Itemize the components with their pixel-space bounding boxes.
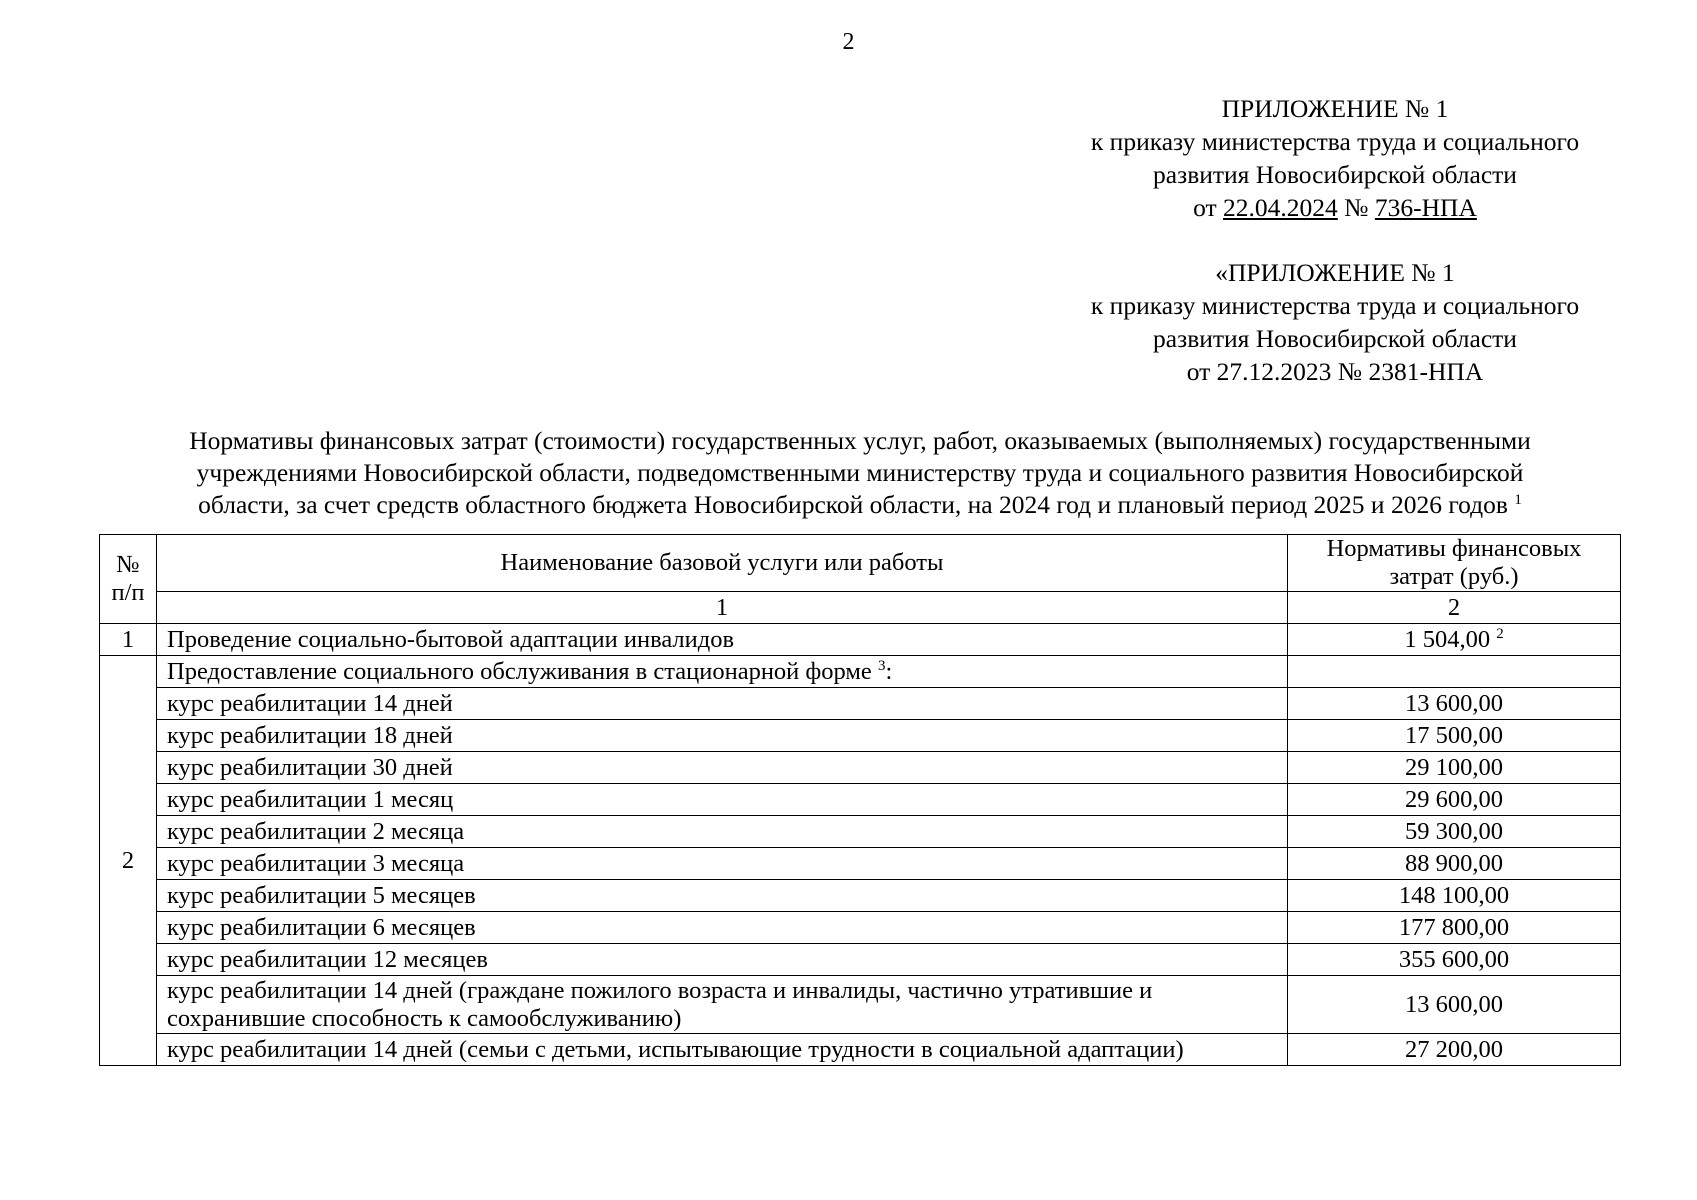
norm-value: 13 600,00 [1288, 688, 1621, 720]
number-sign: № [1344, 193, 1369, 222]
column-number-2: 2 [1288, 592, 1621, 624]
table-row [100, 624, 1621, 656]
table-row [100, 1034, 1621, 1066]
norm-value: 59 300,00 [1288, 816, 1621, 848]
table-row [100, 880, 1621, 912]
service-item-name: курс реабилитации 14 дней (граждане пожилого возраста и инвалиды, частично утратившие и сохранившие способность к самообслуживанию) [157, 976, 1288, 1034]
table-row [100, 848, 1621, 880]
appendix-header-old [1050, 256, 1620, 388]
norm-value: 29 100,00 [1288, 752, 1621, 784]
service-name: Проведение социально-бытовой адаптации инвалидов [157, 624, 1288, 656]
footnote-ref: 3 [877, 657, 886, 674]
appendix-subtitle-line: к приказу министерства труда и социального [1090, 127, 1580, 156]
table-row [100, 912, 1621, 944]
title-line: Нормативы финансовых затрат (стоимости) государственных услуг, работ, оказываемых (выполняемых) государственными [189, 426, 1531, 455]
appendix-subtitle-line: развития Новосибирской области [1153, 324, 1517, 353]
service-item-name: курс реабилитации 18 дней [157, 720, 1288, 752]
norms-table [99, 534, 1621, 1066]
norm-value: 88 900,00 [1288, 848, 1621, 880]
table-row [100, 944, 1621, 976]
norm-value [1288, 656, 1621, 688]
appendix-subtitle-line: к приказу министерства труда и социального [1090, 291, 1580, 320]
title-line: области, за счет средств областного бюджета Новосибирской области, на 2024 год и плановый период 2025 и 2026 годов $^1$ [198, 490, 1522, 519]
appendix-subtitle-line: развития Новосибирской области [1153, 160, 1517, 189]
appendix-date-line: от 27.12.2023 № 2381-НПА [1186, 357, 1484, 386]
appendix-title: «ПРИЛОЖЕНИЕ № 1 [1215, 258, 1455, 287]
table-row [100, 720, 1621, 752]
norm-value: 29 600,00 [1288, 784, 1621, 816]
column-number-1: 1 [157, 592, 1288, 624]
service-item-name: курс реабилитации 3 месяца [157, 848, 1288, 880]
table-row [100, 816, 1621, 848]
appendix-title: ПРИЛОЖЕНИЕ № 1 [1221, 94, 1449, 123]
appendix-header-new [1050, 92, 1620, 224]
norm-value: 177 800,00 [1288, 912, 1621, 944]
page-number: 2 [842, 29, 855, 55]
service-item-name: курс реабилитации 12 месяцев [157, 944, 1288, 976]
table-header-row [100, 535, 1621, 592]
order-date: 22.04.2024 [1223, 193, 1338, 222]
service-item-name: курс реабилитации 6 месяцев [157, 912, 1288, 944]
norm-value: 13 600,00 [1288, 976, 1621, 1034]
norm-value: 1 504,00 $^2$ [1288, 624, 1621, 656]
norm-value: 355 600,00 [1288, 944, 1621, 976]
header-name: Наименование базовой услуги или работы [157, 535, 1288, 592]
norm-value: 27 200,00 [1288, 1034, 1621, 1066]
footnote-ref: 1 [1514, 492, 1522, 508]
norm-value: 148 100,00 [1288, 880, 1621, 912]
footnote-ref: 2 [1496, 625, 1504, 642]
norm-value: 17 500,00 [1288, 720, 1621, 752]
service-item-name: курс реабилитации 14 дней [157, 688, 1288, 720]
row-number: 2 [100, 656, 157, 1066]
header-num: № п/п [100, 535, 157, 624]
order-number: 736-НПА [1374, 193, 1477, 222]
title-line: учреждениями Новосибирской области, подведомственными министерству труда и социального развития Новосибирской [196, 458, 1524, 487]
table-row [100, 784, 1621, 816]
table-row [100, 752, 1621, 784]
document-title [90, 425, 1630, 521]
service-item-name: курс реабилитации 5 месяцев [157, 880, 1288, 912]
appendix-date-line [1050, 191, 1620, 224]
table-row [100, 688, 1621, 720]
table-row [100, 656, 1621, 688]
service-item-name: курс реабилитации 1 месяц [157, 784, 1288, 816]
row-number: 1 [100, 624, 157, 656]
table-column-number-row [100, 592, 1621, 624]
service-item-name: курс реабилитации 2 месяца [157, 816, 1288, 848]
from-label: от [1193, 193, 1217, 222]
service-item-name: курс реабилитации 30 дней [157, 752, 1288, 784]
service-name: Предоставление социального обслуживания в стационарной форме $^3$: [157, 656, 1288, 688]
table-row [100, 976, 1621, 1034]
service-item-name: курс реабилитации 14 дней (семьи с детьми, испытывающие трудности в социальной адаптации) [157, 1034, 1288, 1066]
header-value: Нормативы финансовых затрат (руб.) [1288, 535, 1621, 592]
